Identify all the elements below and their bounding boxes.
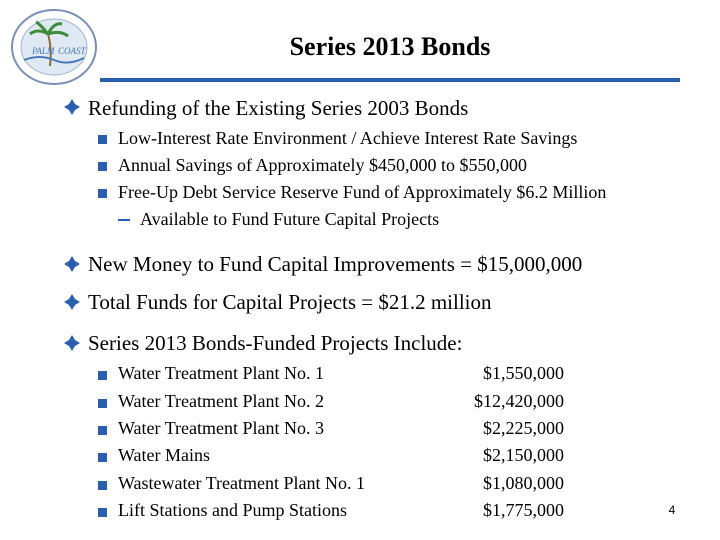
project-name: Wastewater Treatment Plant No. 1 [118,473,366,493]
project-amount: $1,080,000 [483,473,564,493]
project-name: Water Treatment Plant No. 2 [118,391,325,411]
square-bullet-icon [98,508,107,517]
square-bullet-icon [98,481,107,490]
diamond-bullet-icon [64,99,80,115]
svg-text:COAST: COAST [58,46,86,56]
square-bullet-icon [98,399,107,408]
sub-sub-bullet-future-projects: Available to Fund Future Capital Projects [140,209,440,229]
square-bullet-icon [98,135,107,144]
bullet-total-funds: Total Funds for Capital Projects = $21.2 million [88,290,492,314]
page-number: 4 [668,503,676,517]
project-name: Lift Stations and Pump Stations [118,500,348,520]
sub-bullet-annual-savings: Annual Savings of Approximately $450,000 to $550,000 [118,155,527,175]
project-amount: $2,225,000 [483,418,564,438]
sub-bullet-reserve-fund: Free-Up Debt Service Reserve Fund of Approximately $6.2 Million [118,182,607,202]
diamond-bullet-icon [64,256,80,272]
dash-bullet-icon [118,219,130,221]
square-bullet-icon [98,426,107,435]
square-bullet-icon [98,453,107,462]
project-amount: $1,550,000 [483,363,564,383]
square-bullet-icon [98,371,107,380]
project-name: Water Mains [118,445,211,465]
diamond-bullet-icon [64,335,80,351]
project-name: Water Treatment Plant No. 1 [118,363,325,383]
square-bullet-icon [98,189,107,198]
project-amount: $12,420,000 [474,391,564,411]
sub-bullet-interest-rate: Low-Interest Rate Environment / Achieve Interest Rate Savings [118,128,578,148]
bullet-new-money: New Money to Fund Capital Improvements = $15,000,000 [88,252,583,276]
diamond-bullet-icon [64,294,80,310]
square-bullet-icon [98,162,107,171]
slide-title: Series 2013 Bonds [289,32,491,61]
svg-text:PALM: PALM [32,46,55,56]
project-amount: $1,775,000 [483,500,564,520]
bullet-funded-projects: Series 2013 Bonds-Funded Projects Include: [88,331,463,355]
project-name: Water Treatment Plant No. 3 [118,418,325,438]
title-divider [100,78,680,82]
city-seal-logo-icon [10,8,98,86]
bullet-refunding: Refunding of the Existing Series 2003 Bonds [88,96,469,120]
project-amount: $2,150,000 [483,445,564,465]
